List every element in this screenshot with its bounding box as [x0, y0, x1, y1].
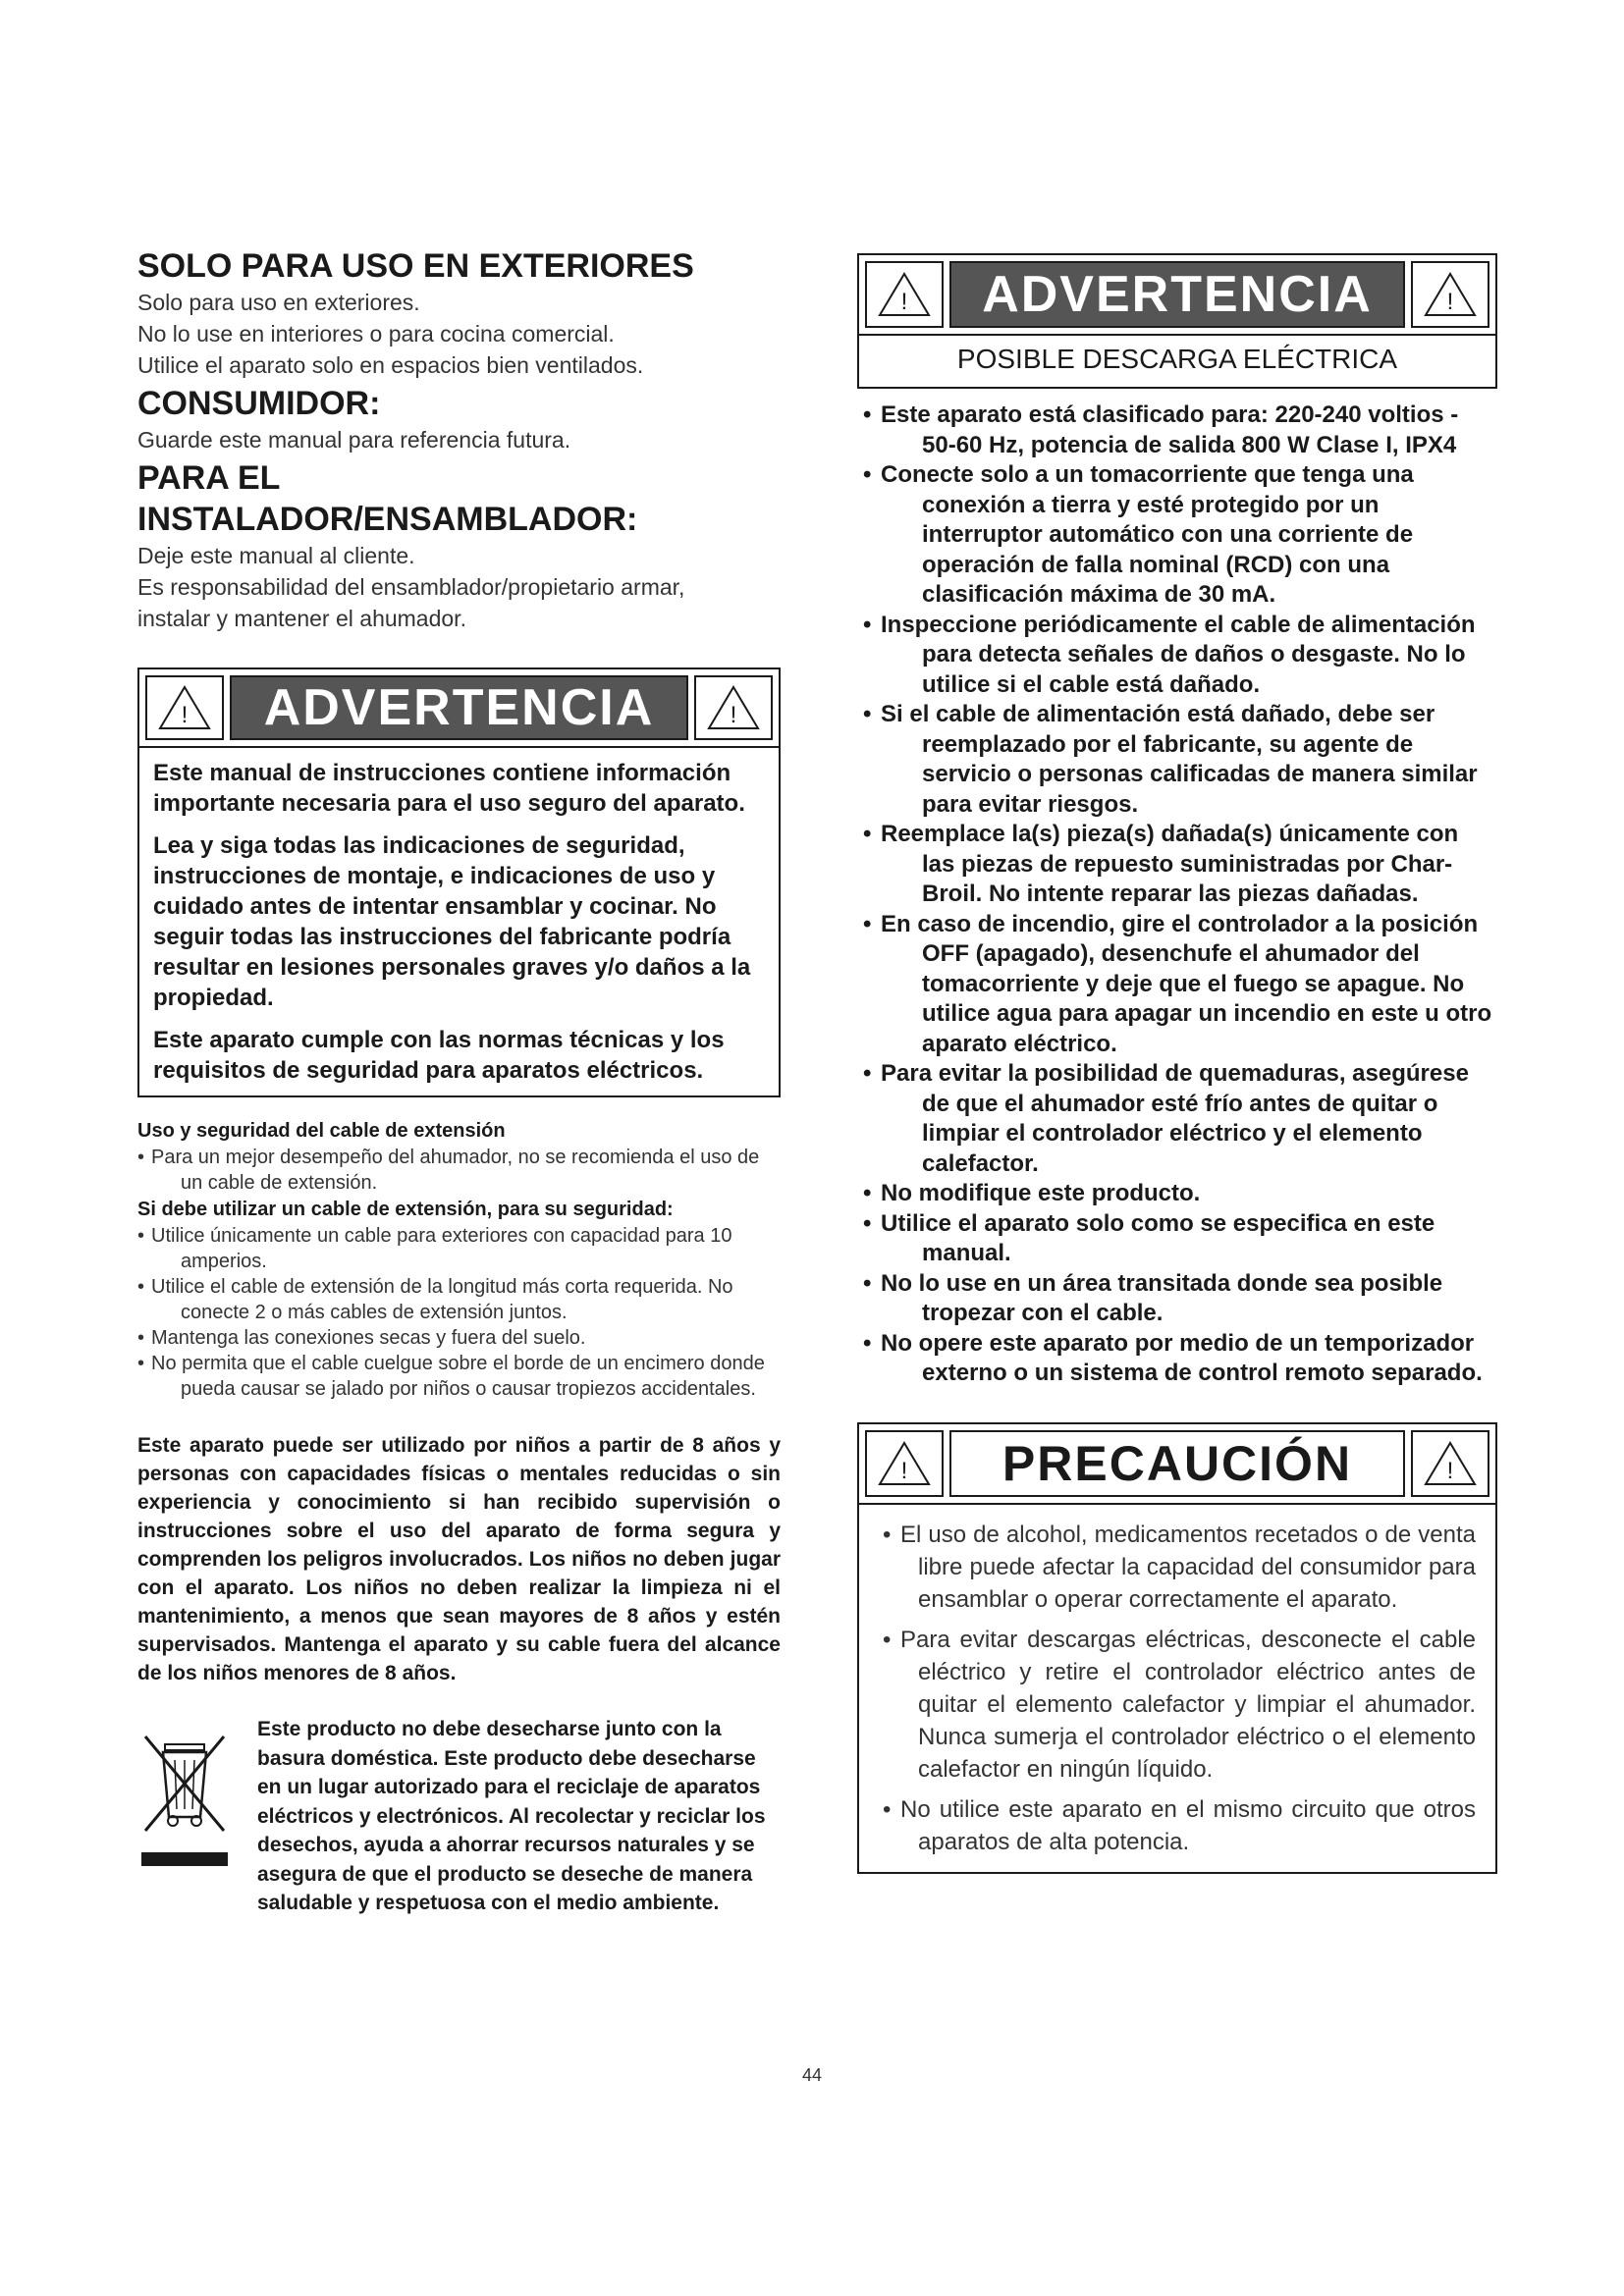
consumer-heading: CONSUMIDOR:	[137, 385, 381, 422]
svg-text:!: !	[181, 702, 189, 728]
installer-heading: PARA EL INSTALADOR/ENSAMBLADOR:	[137, 459, 638, 538]
caution-banner	[859, 1424, 1495, 1503]
svg-text:!: !	[900, 289, 908, 315]
extension-item: • Utilice el cable de extensión de la longitud más corta requerida. No conecte 2 o más cables de extensión juntos.	[137, 1276, 733, 1323]
caution-item: • Para evitar descargas eléctricas, desconecte el cable eléctrico y retire el controlador eléctrico antes de quitar el elemento calefactor y limpiar el ahumador. Nunca sumerja el controlador eléctrico o el elemento calefactor en ningún líquido.	[883, 1626, 1476, 1783]
warning-triangle-icon	[694, 675, 773, 740]
warning-paragraph: Este aparato cumple con las normas técnicas y los requisitos de seguridad para aparatos eléctricos.	[153, 1027, 725, 1084]
caution-triangle-icon	[1411, 1430, 1489, 1497]
left-column	[137, 245, 781, 1918]
warning-paragraph: Lea y siga todas las indicaciones de seguridad, instrucciones de montaje, e indicaciones de uso y cuidado antes de intentar ensamblar y cocinar. No seguir todas las instrucciones del fabricante podría resultar en lesiones personales graves y/o daños a la propiedad.	[153, 832, 751, 1011]
warning-paragraph: Este manual de instrucciones contiene información importante necesaria para el uso seguro del aparato.	[153, 760, 745, 817]
outdoor-line: Utilice el aparato solo en espacios bien ventilados.	[137, 352, 644, 378]
extension-item: • Para un mejor desempeño del ahumador, no se recomienda el uso de un cable de extensión.	[137, 1147, 760, 1194]
caution-triangle-icon	[865, 1430, 944, 1497]
warning-item: • En caso de incendio, gire el controlador a la posición OFF (apagado), desenchufe el ahumador del tomacorriente y deje que el fuego se apague. No utilice agua para apagar un incendio en este u otro aparato eléctrico.	[863, 910, 1492, 1057]
children-notice: Este aparato puede ser utilizado por niños a partir de 8 años y personas con capacidades físicas o mentales reducidas o sin experiencia y conocimiento si han recibido supervisión o instrucciones sobre el uso del aparato de forma segura y comprenden los peligros involucrados. Los niños no deben jugar con el aparato. Los niños no deben realizar la limpieza ni el mantenimiento, a menos que sean mayores de 8 años y estén supervisados. Mantenga el aparato y su cable fuera del alcance de los niños menores de 8 años.	[137, 1434, 781, 1684]
outdoor-line: Solo para uso en exteriores.	[137, 290, 420, 315]
extension-item: • No permita que el cable cuelgue sobre el borde de un encimero donde pueda causar se jalado por niños o causar tropiezos accidentales.	[137, 1353, 765, 1400]
extension-subheading: Si debe utilizar un cable de extensión, para su seguridad:	[137, 1199, 674, 1220]
warning-item: • Inspeccione periódicamente el cable de alimentación para detecta señales de daños o desgaste. No lo utilice si el cable está dañado.	[863, 611, 1476, 698]
warning-banner	[859, 255, 1495, 334]
warning-item: • Conecte solo a un tomacorriente que tenga una conexión a tierra y esté protegido por un interruptor automático con una corriente de operación de falla nominal (RCD) con una clasificación máxima de 30 mA.	[863, 461, 1414, 608]
warning-item: • No lo use en un área transitada donde sea posible tropezar con el cable.	[863, 1269, 1443, 1326]
warning-triangle-icon	[145, 675, 224, 740]
caution-title: PRECAUCIÓN	[949, 1430, 1405, 1497]
weee-text: Este producto no debe desecharse junto con la basura doméstica. Este producto debe desecharse en un lugar autorizado para el reciclaje de aparatos eléctricos y electrónicos. Al recolectar y reciclar los desechos, ayuda a ahorrar recursos naturales y se asegura de que el producto se deseche de manera saludable y respetuosa con el medio ambiente.	[257, 1718, 766, 1914]
installer-line: Es responsabilidad del ensamblador/propietario armar,	[137, 574, 685, 600]
warning-title: ADVERTENCIA	[949, 261, 1405, 328]
svg-text:!: !	[1446, 1457, 1454, 1484]
caution-box	[857, 1422, 1497, 1874]
warning-item: • Reemplace la(s) pieza(s) dañada(s) únicamente con las piezas de repuesto suministradas por Char-Broil. No intente reparar las piezas dañadas.	[863, 821, 1459, 907]
extension-item: • Mantenga las conexiones secas y fuera del suelo.	[137, 1327, 586, 1349]
svg-text:!: !	[900, 1457, 908, 1484]
svg-text:!: !	[730, 702, 737, 728]
electric-warning-list	[857, 400, 1497, 1389]
electric-warning-box	[857, 253, 1497, 389]
warning-item: • Si el cable de alimentación está dañado, debe ser reemplazado por el fabricante, su agente de servicio o personas calificadas de manera similar para evitar riesgos.	[863, 701, 1478, 818]
extension-item: • Utilice únicamente un cable para exteriores con capacidad para 10 amperios.	[137, 1225, 732, 1272]
caution-item: • No utilice este aparato en el mismo circuito que otros aparatos de alta potencia.	[883, 1795, 1476, 1855]
extension-cord-section	[137, 1117, 781, 1402]
installer-line: instalar y mantener el ahumador.	[137, 606, 466, 631]
warning-item: • No modifique este producto.	[863, 1180, 1201, 1206]
consumer-line: Guarde este manual para referencia futura.	[137, 427, 571, 453]
extension-heading: Uso y seguridad del cable de extensión	[137, 1120, 506, 1142]
warning-item: • Para evitar la posibilidad de quemaduras, asegúrese de que el ahumador esté frío antes de quitar o limpiar el controlador eléctrico y el elemento calefactor.	[863, 1060, 1469, 1177]
outdoor-line: No lo use en interiores o para cocina comercial.	[137, 321, 615, 347]
weee-section	[137, 1715, 781, 1918]
warning-triangle-icon	[865, 261, 944, 328]
warning-item: • Este aparato está clasificado para: 220-240 voltios - 50-60 Hz, potencia de salida 800 W Clase I, IPX4	[863, 401, 1459, 458]
page-number: 44	[801, 2065, 823, 2085]
warning-box	[137, 667, 781, 1097]
right-column	[857, 253, 1497, 1874]
warning-subtitle: POSIBLE DESCARGA ELÉCTRICA	[956, 344, 1398, 374]
caution-item: • El uso de alcohol, medicamentos recetados o de venta libre puede afectar la capacidad del consumidor para ensamblar o operar correctamente el aparato.	[883, 1521, 1476, 1613]
warning-title: ADVERTENCIA	[230, 675, 688, 740]
crossed-bin-icon	[137, 1715, 236, 1918]
outdoor-heading: SOLO PARA USO EN EXTERIORES	[137, 247, 694, 285]
warning-item: • No opere este aparato por medio de un temporizador externo o un sistema de control remoto separado.	[863, 1329, 1483, 1386]
svg-text:!: !	[1446, 289, 1454, 315]
warning-item: • Utilice el aparato solo como se especifica en este manual.	[863, 1209, 1435, 1266]
installer-line: Deje este manual al cliente.	[137, 543, 415, 568]
warning-triangle-icon	[1411, 261, 1489, 328]
warning-banner	[139, 669, 779, 746]
